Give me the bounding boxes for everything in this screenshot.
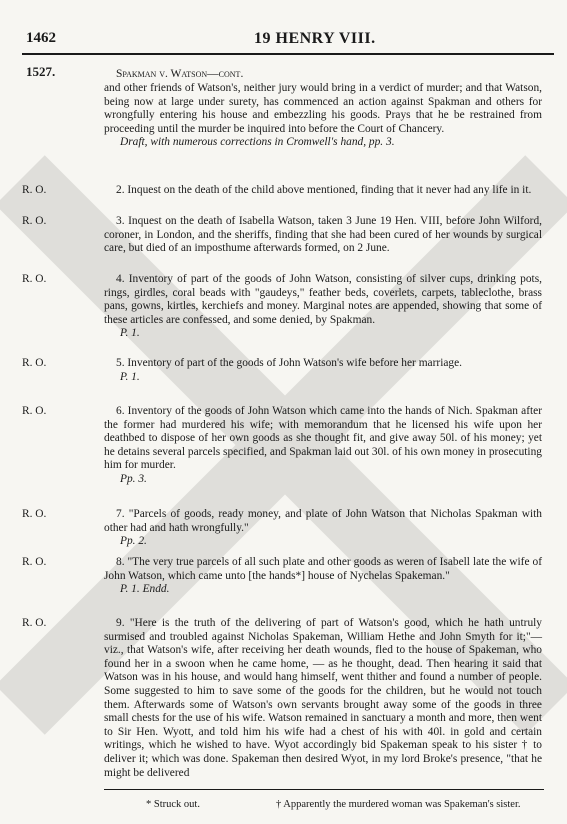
footnote-struck-out: * Struck out. (146, 799, 200, 810)
page-number: 1462 (26, 30, 56, 46)
case-caption: Spakman v. Watson—cont. (116, 68, 244, 80)
entry-text: 7. "Parcels of goods, ready money, and plate of John Watson that Nicholas Spakman with other had and hath wrongfully." (104, 508, 542, 534)
header-rule (22, 53, 554, 55)
entry-text: 8. "The very true parcels of all such plate and other goods as weren of Isabell late the wife of John Watson, which came unto [the hands*] house of Nychelas Spakeman." (104, 556, 542, 582)
entry-note: P. 1. Endd. (120, 583, 170, 596)
entry-4 (104, 273, 542, 341)
record-office-label: R. O. (22, 184, 47, 196)
entry-text: and other friends of Watson's, neither jury would bring in a verdict of murder; and that Watson, being now at large under surety, has commenced an action against Spakman and others for wrongfully entering his house and embezzling his goods. Prays that he be restrained from proceeding until the murder be inquired into before the Court of Chancery. (104, 82, 542, 135)
record-office-label: R. O. (22, 215, 47, 227)
entry-note: Pp. 3. (120, 472, 147, 485)
record-office-label: R. O. (22, 617, 47, 629)
entry-9 (104, 617, 542, 780)
entry-text: 9. "Here is the truth of the delivering of part of Watson's good, which he hath untruly surmised and troubled against Nicholas Spakeman, William Hethe and John Smyth for it;"—viz., that Watson's wife, after receiving her death wounds, fled to the house of Spakeman, who found her in a swoon when he came home, — as he thought, dead. Then hearing it said that Watson was in his house, and would hang himself, went thither and found a number of people. Some suggested to him to save some of the goods for the children, but he would not touch them. Afterwards some of Watson's own servants brought away some of the goods in three small chests for the use of his wife. Watson remained in sanctuary a month and more, then went to Sir Hen. Wyott, and told him his wife had a chest of his with 40l. in gold and certain writings, which he wished to have. Wyot accordingly bid Spakeman speak to his sister † to deliver it; which was done. Spakeman then desired Wyot, in my lord Broke's presence, "that he might be delivered (104, 617, 542, 779)
record-office-label: R. O. (22, 273, 47, 285)
record-office-label: R. O. (22, 405, 47, 417)
footnote-rule (104, 789, 544, 790)
entry-note: P. 1. (120, 370, 140, 383)
entry-note: Draft, with numerous corrections in Cromwell's hand, pp. 3. (120, 136, 395, 149)
entry-note: P. 1. (120, 327, 140, 340)
entry-3 (104, 215, 542, 256)
entry-continuation (104, 82, 542, 150)
entry-text: 5. Inventory of part of the goods of John Watson's wife before her marriage. (116, 357, 463, 369)
entry-2 (104, 184, 542, 198)
year-margin: 1527. (26, 64, 56, 79)
entry-note: Pp. 2. (120, 535, 147, 548)
record-office-label: R. O. (22, 556, 47, 568)
entry-text: 4. Inventory of part of the goods of John Watson, consisting of silver cups, drinking pots, rings, girdles, coral beads with "gaudeys," feather beds, coverlets, carpets, tableclothe, brass pans, gowns, kirtles, kerchiefs and money. Marginal notes are appended, showing that some of these articles are confessed, and some denied, by Spakman. (104, 273, 542, 326)
footnote-sister: † Apparently the murdered woman was Spakeman's sister. (276, 799, 521, 810)
entry-text: 3. Inquest on the death of Isabella Watson, taken 3 June 19 Hen. VIII, before John Wilford, coroner, in London, and the sheriffs, finding that she had been cured of her wounds by surgical care, but died of an imposthume afterwards formed, on 2 June. (104, 215, 542, 255)
entry-text: 6. Inventory of the goods of John Watson which came into the hands of Nich. Spakman after the former had murdered his wife; with memorandum that he licensed his wife upon her deathbed to dispose of her own goods as she thought fit, and give away 50l. of his money; yet he detains several parcels specified, and Spakman laid out 30l. of his own money in prosecuting him for murder. (104, 405, 542, 472)
entry-7 (104, 508, 542, 549)
record-office-label: R. O. (22, 357, 47, 369)
running-title: 19 HENRY VIII. (254, 30, 376, 47)
entry-6 (104, 405, 542, 487)
record-office-label: R. O. (22, 508, 47, 520)
entry-5 (104, 357, 542, 384)
entry-8 (104, 556, 542, 597)
entry-text: 2. Inquest on the death of the child above mentioned, finding that it never had any life in it. (116, 184, 532, 196)
